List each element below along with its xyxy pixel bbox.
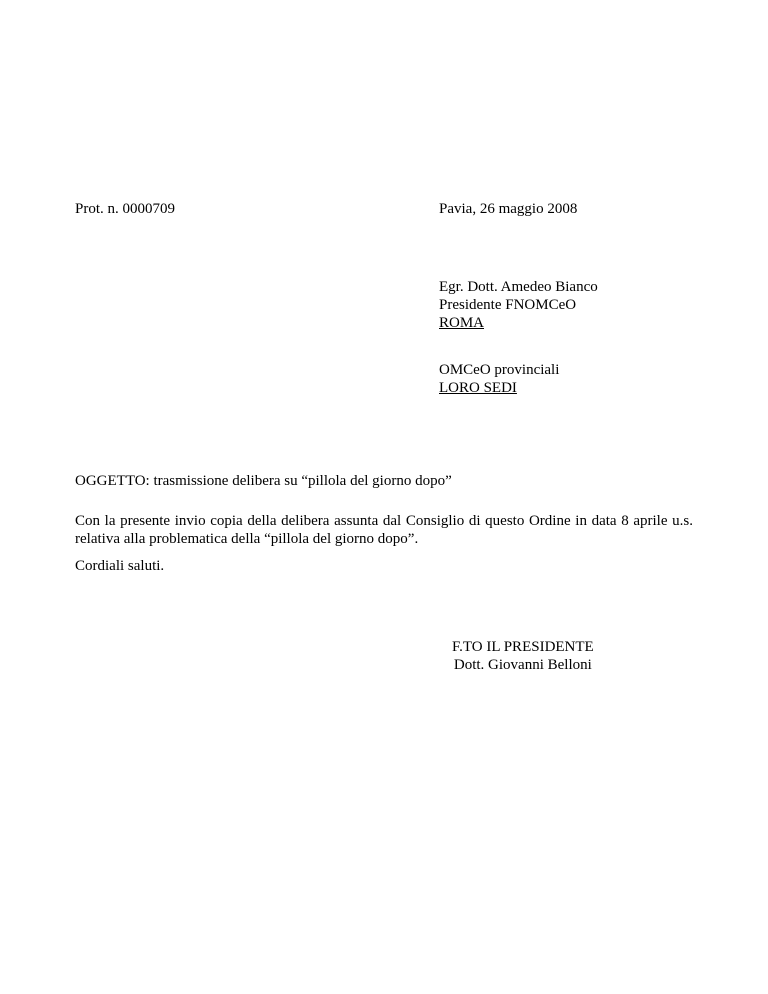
place-date: Pavia, 26 maggio 2008 <box>439 201 578 217</box>
letter-closing: Cordiali saluti. <box>75 558 165 574</box>
recipient-name: OMCeO provinciali <box>439 362 560 378</box>
recipient-block-primary <box>439 278 598 332</box>
letter-subject: OGGETTO: trasmissione delibera su “pillola del giorno dopo” <box>75 473 452 489</box>
letter-body: Con la presente invio copia della delibera assunta dal Consiglio di questo Ordine in data 8 aprile u.s. relativa alla problematica della “pillola del giorno dopo”. <box>75 513 693 547</box>
protocol-number: Prot. n. 0000709 <box>75 201 176 217</box>
recipient-block-secondary <box>439 361 559 397</box>
recipient-location: LORO SEDI <box>439 380 517 396</box>
recipient-role: Presidente FNOMCeO <box>439 297 577 313</box>
recipient-name: Egr. Dott. Amedeo Bianco <box>439 279 598 295</box>
signature-title: F.TO IL PRESIDENTE <box>452 639 594 655</box>
signature-name: Dott. Giovanni Belloni <box>453 657 592 673</box>
recipient-location: ROMA <box>439 315 485 331</box>
signature-block <box>452 638 594 674</box>
